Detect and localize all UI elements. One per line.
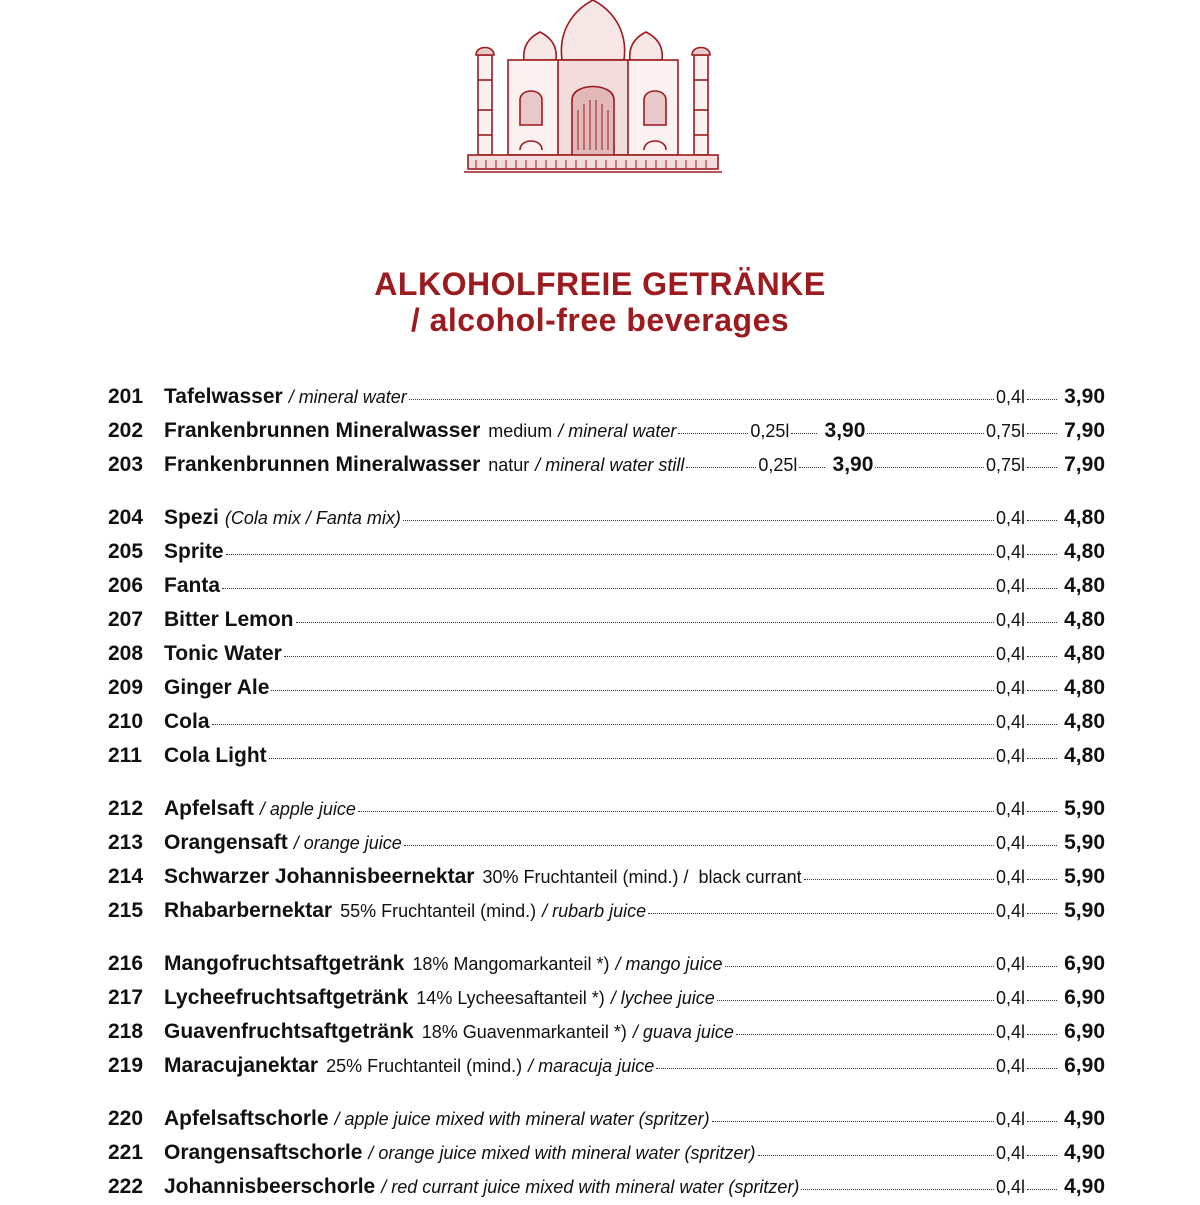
- item-price: 5,90: [1064, 899, 1105, 922]
- item-translation: / lychee juice: [610, 988, 715, 1008]
- menu-item-217: [108, 986, 1105, 1016]
- leader-dots: [656, 1068, 994, 1069]
- leader-dots: [296, 622, 994, 623]
- leader-dots: [801, 1189, 994, 1190]
- menu-item-203: [108, 453, 1105, 483]
- item-name: Apfelsaft: [164, 797, 254, 820]
- leader-dots: [1027, 845, 1057, 846]
- item-volume: 0,4l: [995, 1056, 1025, 1076]
- leader-dots: [1027, 913, 1057, 914]
- item-number: 214: [108, 865, 144, 888]
- item-price: 6,90: [1064, 1054, 1105, 1077]
- leader-dots: [686, 467, 756, 468]
- item-number: 202: [108, 419, 144, 442]
- item-name: Tonic Water: [164, 642, 282, 665]
- item-name: Schwarzer Johannisbeernektar: [164, 865, 475, 888]
- item-price: 4,80: [1064, 676, 1105, 699]
- menu-item-208: [108, 642, 1105, 672]
- item-translation: / orange juice: [293, 833, 402, 853]
- item-price: 4,80: [1064, 608, 1105, 631]
- item-name: Frankenbrunnen Mineralwasser: [164, 419, 481, 442]
- menu-item-222: [108, 1175, 1105, 1205]
- item-translation: (Cola mix / Fanta mix): [224, 508, 401, 528]
- item-translation: / guava juice: [632, 1022, 734, 1042]
- item-number: 205: [108, 540, 144, 563]
- item-volume: 0,4l: [995, 1177, 1025, 1197]
- item-translation: black currant: [698, 867, 802, 887]
- item-price: 7,90: [1064, 419, 1105, 442]
- item-price: 5,90: [1064, 865, 1105, 888]
- menu-item-209: [108, 676, 1105, 706]
- page-title: ALKOHOLFREIE GETRÄNKE: [374, 266, 826, 302]
- menu-item-206: [108, 574, 1105, 604]
- leader-dots: [1027, 1189, 1057, 1190]
- leader-dots: [1027, 656, 1057, 657]
- menu-item-219: [108, 1054, 1105, 1084]
- item-name: Orangensaft: [164, 831, 288, 854]
- item-name: Tafelwasser: [164, 385, 283, 408]
- menu-item-220: [108, 1107, 1105, 1137]
- item-translation: / orange juice mixed with mineral water (spritzer): [368, 1143, 756, 1163]
- item-translation: / mineral water: [558, 421, 677, 441]
- menu-item-213: [108, 831, 1105, 861]
- item-description: 55% Fruchtanteil (mind.): [340, 901, 537, 921]
- menu-item-221: [108, 1141, 1105, 1171]
- item-number: 204: [108, 506, 144, 529]
- leader-dots: [1027, 622, 1057, 623]
- menu-item-214: [108, 865, 1105, 895]
- leader-dots: [409, 399, 994, 400]
- item-volume: 0,4l: [995, 387, 1025, 407]
- page-subtitle: / alcohol-free beverages: [410, 302, 790, 338]
- leader-dots: [1027, 1121, 1057, 1122]
- item-volume: 0,75l: [985, 421, 1025, 441]
- item-name: Sprite: [164, 540, 224, 563]
- leader-dots: [1027, 588, 1057, 589]
- item-volume: 0,4l: [995, 901, 1025, 921]
- leader-dots: [791, 433, 817, 434]
- leader-dots: [358, 811, 994, 812]
- item-translation: / red currant juice mixed with mineral water (spritzer): [381, 1177, 800, 1197]
- item-name: Fanta: [164, 574, 221, 597]
- leader-dots: [222, 588, 994, 589]
- menu-item-204: [108, 506, 1105, 536]
- leader-dots: [725, 966, 994, 967]
- leader-dots: [1027, 520, 1057, 521]
- item-volume: 0,4l: [995, 988, 1025, 1008]
- leader-dots: [736, 1034, 994, 1035]
- item-volume: 0,4l: [995, 1022, 1025, 1042]
- item-translation: / rubarb juice: [542, 901, 647, 921]
- item-volume: 0,4l: [995, 1109, 1025, 1129]
- item-description: medium: [488, 421, 553, 441]
- leader-dots: [1027, 966, 1057, 967]
- item-number: 222: [108, 1175, 144, 1198]
- item-name: Cola Light: [164, 744, 267, 767]
- item-volume: 0,4l: [995, 610, 1025, 630]
- item-translation: / mineral water: [288, 387, 407, 407]
- item-translation: / apple juice mixed with mineral water (spritzer): [334, 1109, 710, 1129]
- item-volume: 0,4l: [995, 678, 1025, 698]
- leader-dots: [226, 554, 994, 555]
- item-volume: 0,75l: [985, 455, 1025, 475]
- item-volume: 0,4l: [995, 799, 1025, 819]
- item-price: 4,80: [1064, 642, 1105, 665]
- leader-dots: [1027, 724, 1057, 725]
- item-number: 218: [108, 1020, 144, 1043]
- item-description: natur: [488, 455, 530, 475]
- item-volume: 0,4l: [995, 644, 1025, 664]
- menu-item-207: [108, 608, 1105, 638]
- item-description: 18% Guavenmarkanteil *): [421, 1022, 627, 1042]
- item-volume: 0,4l: [995, 833, 1025, 853]
- leader-dots: [271, 690, 994, 691]
- item-number: 211: [108, 744, 142, 767]
- item-volume: 0,4l: [995, 508, 1025, 528]
- item-price: 6,90: [1064, 986, 1105, 1009]
- leader-dots: [678, 433, 748, 434]
- item-name: Johannisbeerschorle: [164, 1175, 376, 1198]
- item-price: 4,80: [1064, 506, 1105, 529]
- item-volume: 0,4l: [995, 954, 1025, 974]
- leader-dots: [867, 433, 984, 434]
- leader-dots: [1027, 1068, 1057, 1069]
- item-price: 3,90: [832, 453, 874, 476]
- item-price: 4,80: [1064, 710, 1105, 733]
- item-volume: 0,4l: [995, 542, 1025, 562]
- menu-item-210: [108, 710, 1105, 740]
- menu-item-201: [108, 385, 1105, 415]
- item-price: 4,80: [1064, 540, 1105, 563]
- item-number: 209: [108, 676, 144, 699]
- leader-dots: [1027, 1155, 1057, 1156]
- item-number: 219: [108, 1054, 144, 1077]
- item-name: Guavenfruchtsaftgetränk: [164, 1020, 414, 1043]
- menu-item-205: [108, 540, 1105, 570]
- item-price: 6,90: [1064, 1020, 1105, 1043]
- item-number: 215: [108, 899, 144, 922]
- leader-dots: [284, 656, 994, 657]
- item-number: 220: [108, 1107, 144, 1130]
- leader-dots: [1027, 758, 1057, 759]
- leader-dots: [875, 467, 984, 468]
- item-volume: 0,25l: [750, 421, 790, 441]
- item-number: 208: [108, 642, 144, 665]
- item-name: Lycheefruchtsaftgetränk: [164, 986, 409, 1009]
- leader-dots: [269, 758, 994, 759]
- item-number: 201: [108, 385, 144, 408]
- leader-dots: [1027, 1034, 1057, 1035]
- leader-dots: [758, 1155, 994, 1156]
- item-price: 4,80: [1064, 744, 1105, 767]
- item-name: Spezi: [164, 506, 219, 529]
- leader-dots: [712, 1121, 994, 1122]
- item-price: 4,90: [1064, 1107, 1105, 1130]
- item-translation: / mango juice: [615, 954, 723, 974]
- item-name: Bitter Lemon: [164, 608, 294, 631]
- item-number: 216: [108, 952, 144, 975]
- leader-dots: [1027, 1000, 1057, 1001]
- item-volume: 0,4l: [995, 1143, 1025, 1163]
- item-price: 4,80: [1064, 574, 1105, 597]
- item-name: Orangensaftschorle: [164, 1141, 363, 1164]
- item-volume: 0,25l: [758, 455, 798, 475]
- menu-item-218: [108, 1020, 1105, 1050]
- item-translation: / apple juice: [259, 799, 356, 819]
- item-name: Rhabarbernektar: [164, 899, 333, 922]
- item-description: 25% Fruchtanteil (mind.): [326, 1056, 523, 1076]
- menu-item-211: [108, 744, 1105, 774]
- item-volume: 0,4l: [995, 746, 1025, 766]
- item-description: 18% Mangomarkanteil *): [412, 954, 610, 974]
- item-name: Frankenbrunnen Mineralwasser: [164, 453, 481, 476]
- item-price: 6,90: [1064, 952, 1105, 975]
- item-name: Cola: [164, 710, 210, 733]
- item-volume: 0,4l: [995, 712, 1025, 732]
- item-name: Ginger Ale: [164, 676, 270, 699]
- leader-dots: [648, 913, 994, 914]
- item-name: Maracujanektar: [164, 1054, 319, 1077]
- menu-item-215: [108, 899, 1105, 929]
- item-price: 3,90: [824, 419, 866, 442]
- item-number: 210: [108, 710, 144, 733]
- leader-dots: [799, 467, 825, 468]
- item-number: 212: [108, 797, 144, 820]
- leader-dots: [1027, 433, 1057, 434]
- item-description: 30% Fruchtanteil (mind.) /: [482, 867, 689, 887]
- leader-dots: [1027, 554, 1057, 555]
- item-number: 213: [108, 831, 144, 854]
- item-name: Apfelsaftschorle: [164, 1107, 329, 1130]
- item-number: 207: [108, 608, 144, 631]
- leader-dots: [1027, 690, 1057, 691]
- leader-dots: [717, 1000, 994, 1001]
- item-volume: 0,4l: [995, 867, 1025, 887]
- item-name: Mangofruchtsaftgetränk: [164, 952, 405, 975]
- leader-dots: [1027, 467, 1057, 468]
- leader-dots: [403, 520, 994, 521]
- item-price: 4,90: [1064, 1141, 1105, 1164]
- item-volume: 0,4l: [995, 576, 1025, 596]
- item-price: 4,90: [1064, 1175, 1105, 1198]
- item-price: 5,90: [1064, 831, 1105, 854]
- item-translation: / maracuja juice: [528, 1056, 655, 1076]
- item-number: 221: [108, 1141, 144, 1164]
- leader-dots: [804, 879, 994, 880]
- leader-dots: [1027, 399, 1057, 400]
- item-translation: / mineral water still: [535, 455, 685, 475]
- leader-dots: [1027, 811, 1057, 812]
- item-description: 14% Lycheesaftanteil *): [416, 988, 605, 1008]
- item-number: 203: [108, 453, 144, 476]
- item-price: 5,90: [1064, 797, 1105, 820]
- item-price: 7,90: [1064, 453, 1105, 476]
- item-price: 3,90: [1064, 385, 1105, 408]
- menu-item-212: [108, 797, 1105, 827]
- menu-item-216: [108, 952, 1105, 982]
- item-number: 217: [108, 986, 144, 1009]
- menu-item-202: [108, 419, 1105, 449]
- leader-dots: [404, 845, 994, 846]
- item-number: 206: [108, 574, 144, 597]
- leader-dots: [212, 724, 994, 725]
- leader-dots: [1027, 879, 1057, 880]
